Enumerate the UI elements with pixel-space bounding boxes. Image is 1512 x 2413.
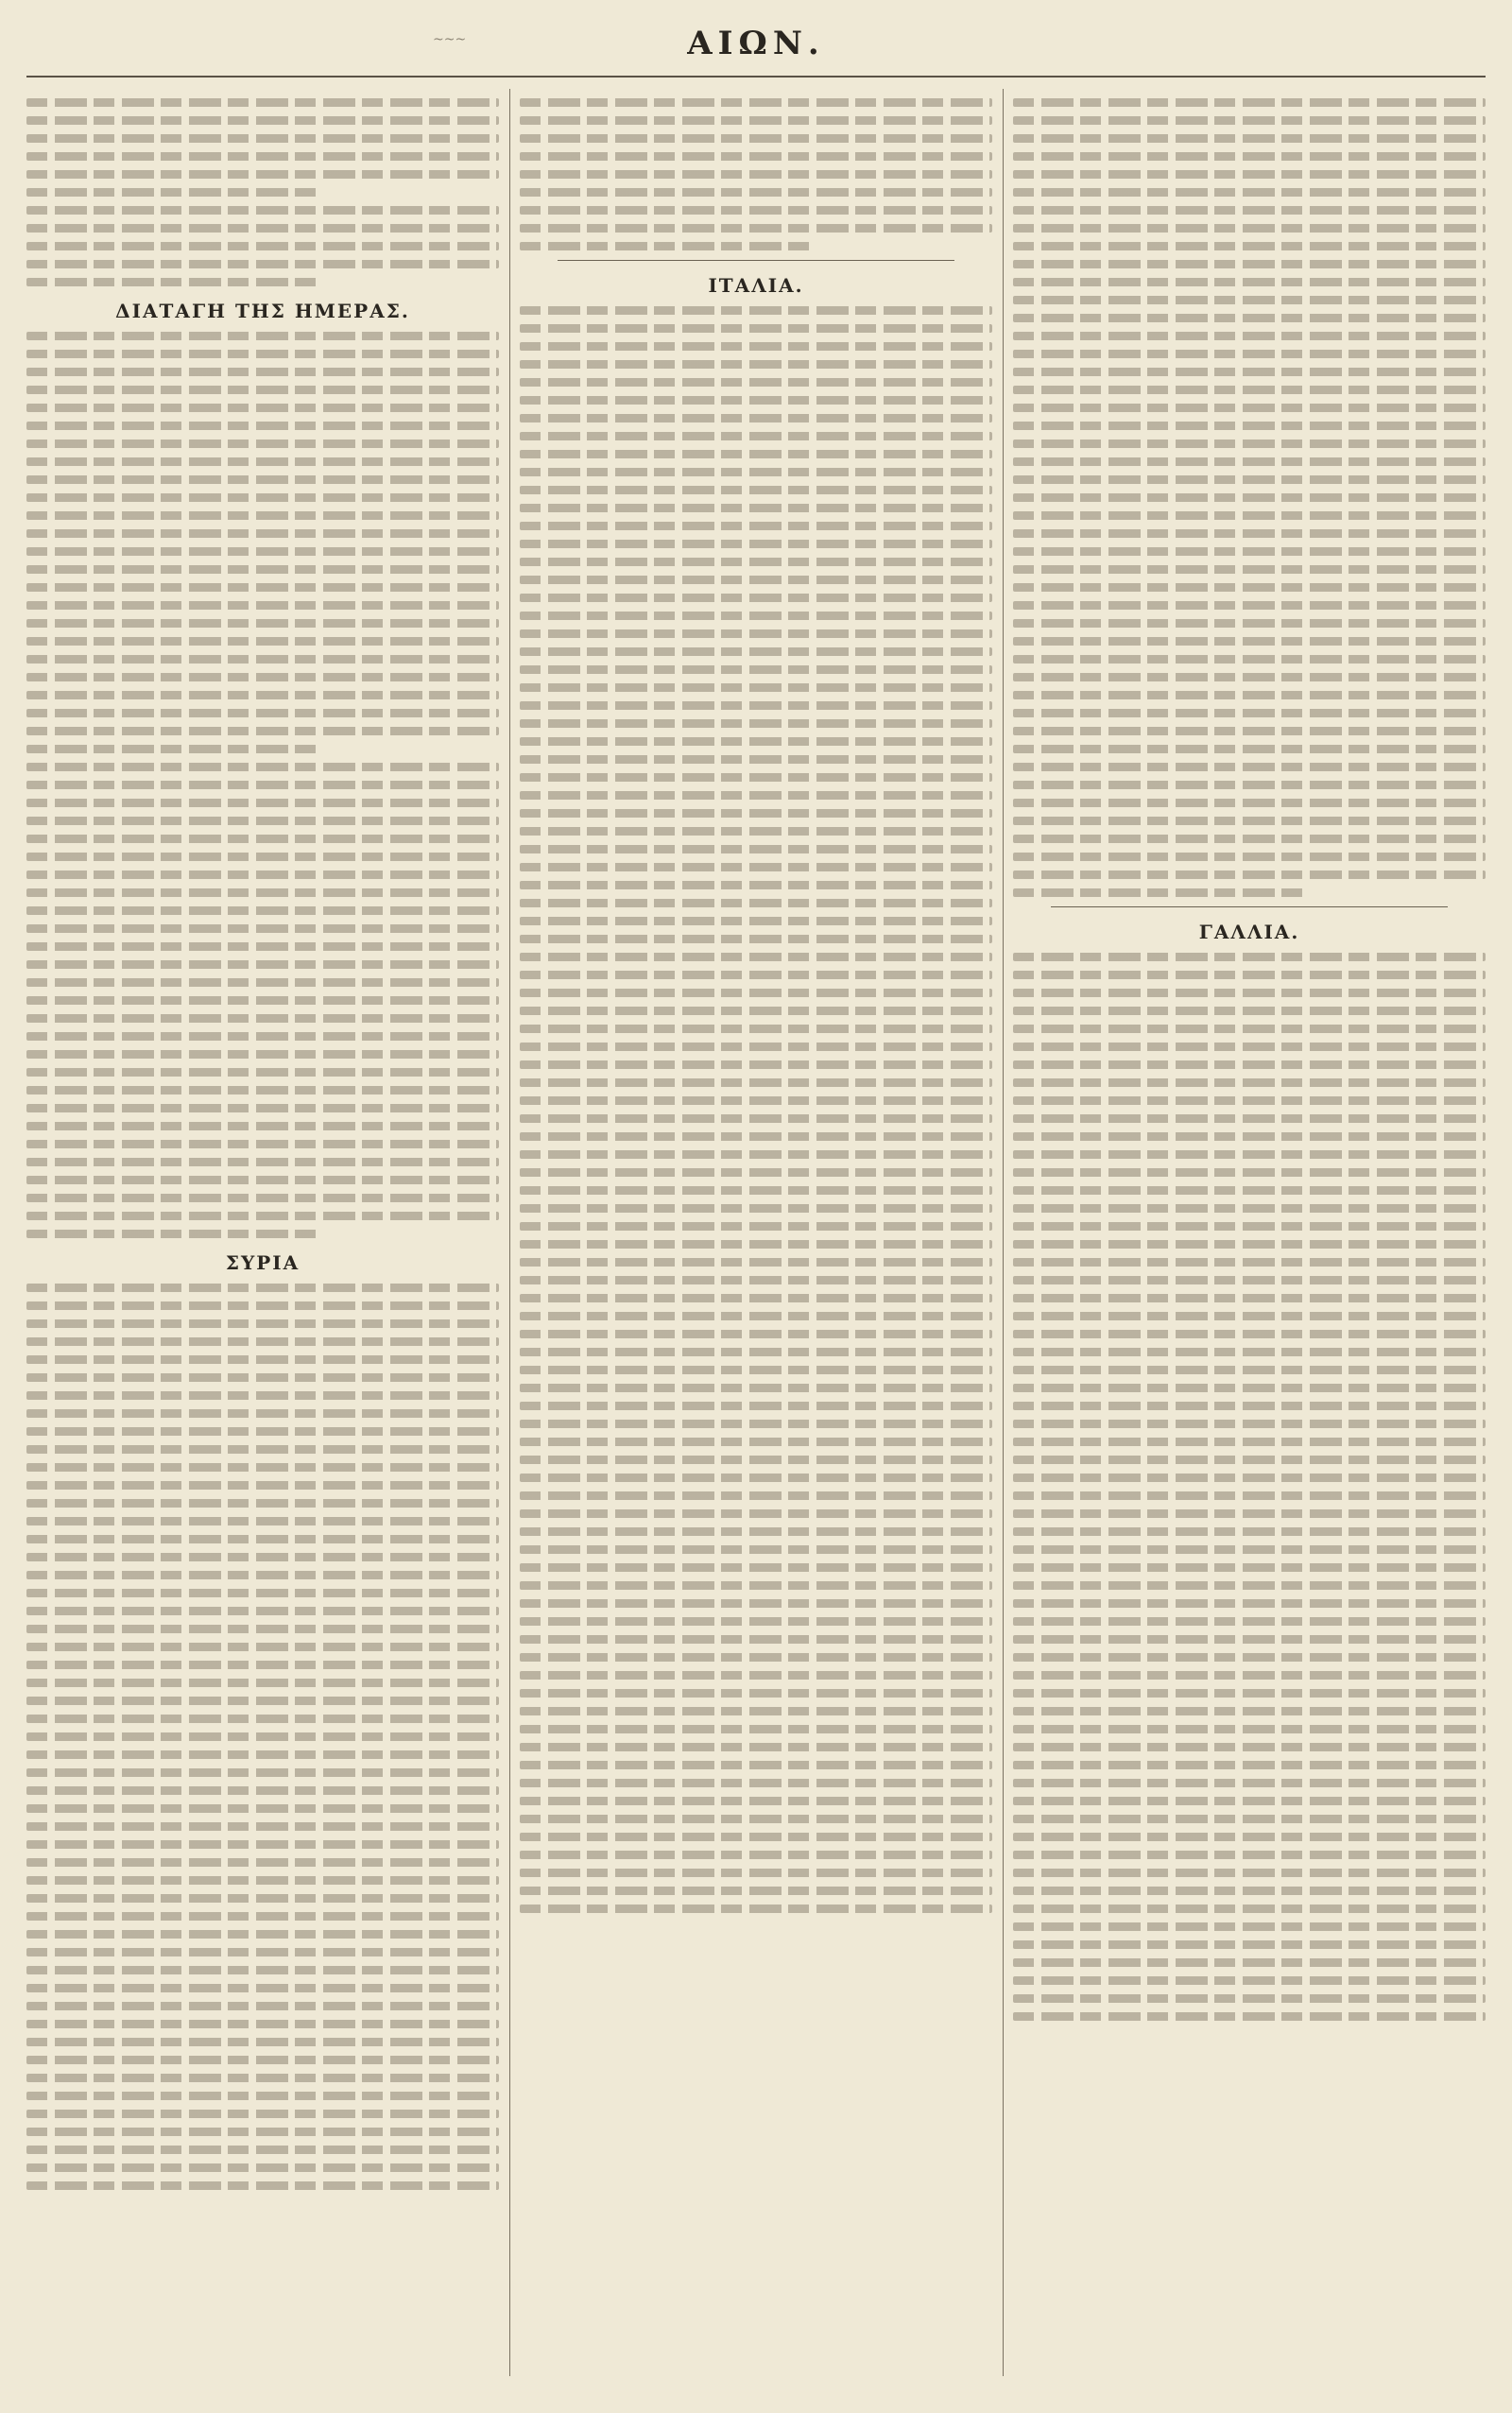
section-heading: ΔΙΑΤΑΓΗ ΤΗΣ ΗΜΕΡΑΣ. — [115, 300, 410, 322]
newspaper-title: ΑΙΩΝ. — [687, 25, 825, 62]
column-rule — [1003, 89, 1004, 2376]
newspaper-page — [26, 19, 1486, 2394]
section-heading: ΣΥΡΙΑ — [225, 1251, 301, 1274]
column-3 — [1013, 89, 1486, 2376]
section-heading: ΓΑΛΛΙΑ. — [1198, 921, 1300, 943]
column-2 — [520, 89, 992, 2376]
masthead-ornament: ~~~ — [433, 32, 467, 47]
column-1 — [26, 89, 499, 2376]
section-divider — [558, 260, 954, 261]
section-divider — [1051, 906, 1448, 907]
section-heading: ΙΤΑΛΙΑ. — [708, 274, 804, 297]
column-rule — [509, 89, 510, 2376]
masthead — [26, 19, 1486, 78]
